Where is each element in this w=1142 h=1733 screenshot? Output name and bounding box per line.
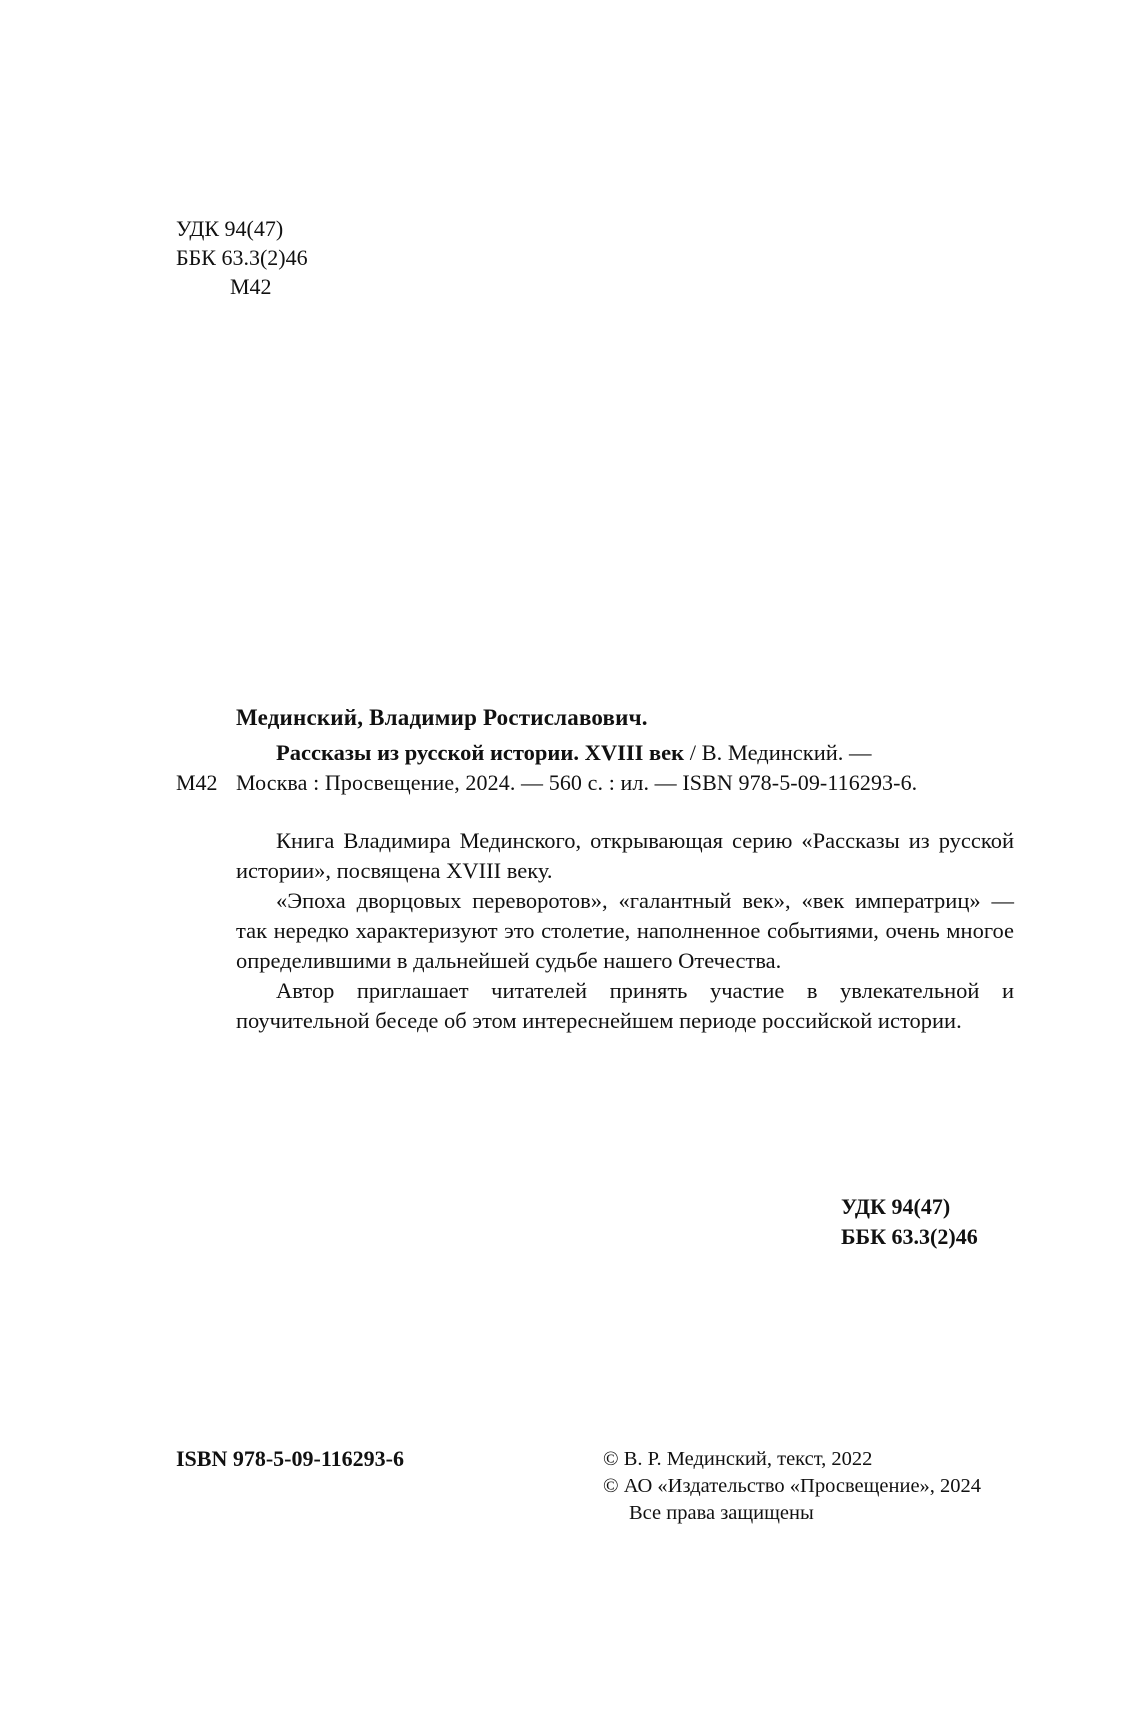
udk-code: УДК 94(47) bbox=[176, 216, 284, 241]
book-title: Рассказы из русской истории. XVIII век bbox=[276, 740, 685, 765]
imprint-line: Москва : Просвещение, 2024. — 560 с. : ил. — ISBN 978-5-09-116293-6. bbox=[236, 770, 918, 795]
author-mark-margin: М42 bbox=[176, 770, 218, 795]
classification-codes-top bbox=[176, 214, 308, 301]
copyright-author: © В. Р. Мединский, текст, 2022 bbox=[603, 1448, 873, 1470]
title-responsibility: / В. Мединский. — bbox=[684, 740, 872, 765]
bibliographic-title bbox=[276, 740, 872, 766]
copyright-block bbox=[603, 1446, 981, 1527]
bbk-code: ББК 63.3(2)46 bbox=[176, 245, 308, 270]
copyright-publisher: © АО «Издательство «Просвещение», 2024 bbox=[603, 1475, 982, 1497]
annotation-paragraph-2: «Эпоха дворцовых переворотов», «галантный век», «век императриц» — так нередко характеризуют это столетие, наполненное событиями, очень многое определившими в дальнейшей судьбе нашего Отечества. bbox=[236, 888, 1014, 973]
annotation-paragraph-3: Автор приглашает читателей принять участие в увлекательной и поучительной беседе об этом интереснейшем периоде российской истории. bbox=[236, 978, 1014, 1033]
udk-code-bold: УДК 94(47) bbox=[841, 1194, 951, 1219]
author-mark: М42 bbox=[230, 274, 272, 299]
annotation bbox=[236, 826, 1014, 1036]
annotation-paragraph-1: Книга Владимира Мединского, открывающая серию «Рассказы из русской истории», посвящена XVIII веку. bbox=[236, 828, 1014, 883]
author-name: Мединский, Владимир Ростиславович. bbox=[236, 705, 648, 730]
rights-reserved: Все права защищены bbox=[629, 1502, 814, 1524]
isbn: ISBN 978-5-09-116293-6 bbox=[176, 1446, 404, 1471]
bbk-code-bold: ББК 63.3(2)46 bbox=[841, 1224, 978, 1249]
classification-codes-bottom bbox=[841, 1192, 978, 1252]
